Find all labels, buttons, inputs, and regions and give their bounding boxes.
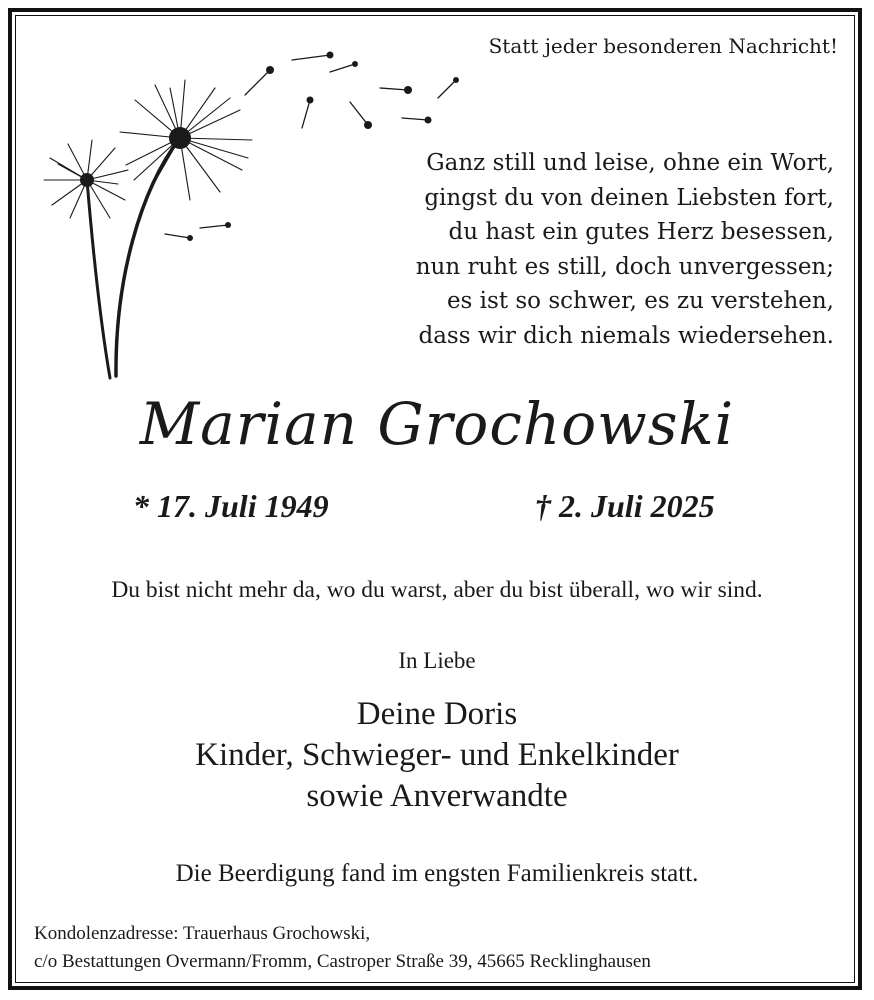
memorial-quote: Du bist nicht mehr da, wo du warst, aber du bist überall, wo wir sind. [111, 577, 763, 603]
notice-heading: Statt jeder besonderen Nachricht! [488, 34, 838, 58]
poem [416, 146, 834, 353]
address-line: Kondolenzadresse: Trauerhaus Grochowski, [34, 923, 371, 944]
mourner-line: sowie Anverwandte [306, 778, 568, 814]
poem-line: nun ruht es still, doch unvergessen; [415, 253, 834, 280]
death-date: † 2. Juli 2025 [535, 488, 715, 524]
mourners-intro: In Liebe [398, 648, 476, 673]
poem-line: dass wir dich niemals wiedersehen. [418, 322, 834, 349]
address-line: c/o Bestattungen Overmann/Fromm, Castroper Straße 39, 45665 Recklinghausen [34, 951, 651, 972]
funeral-note: Die Beerdigung fand im engsten Familienkreis statt. [175, 860, 699, 887]
poem-line: Ganz still und leise, ohne ein Wort, [426, 150, 834, 176]
mourner-line: Deine Doris [356, 696, 518, 732]
poem-line: gingst du von deinen Liebsten fort, [424, 184, 834, 211]
mourner-line: Kinder, Schwieger- und Enkelkinder [195, 737, 679, 773]
deceased-name: Marian Grochowski [139, 390, 735, 458]
poem-line: es ist so schwer, es zu verstehen, [446, 288, 834, 314]
birth-date: * 17. Juli 1949 [133, 488, 329, 524]
mourners-list [0, 694, 874, 817]
condolence-address [34, 920, 651, 976]
poem-line: du hast ein gutes Herz besessen, [448, 219, 834, 245]
